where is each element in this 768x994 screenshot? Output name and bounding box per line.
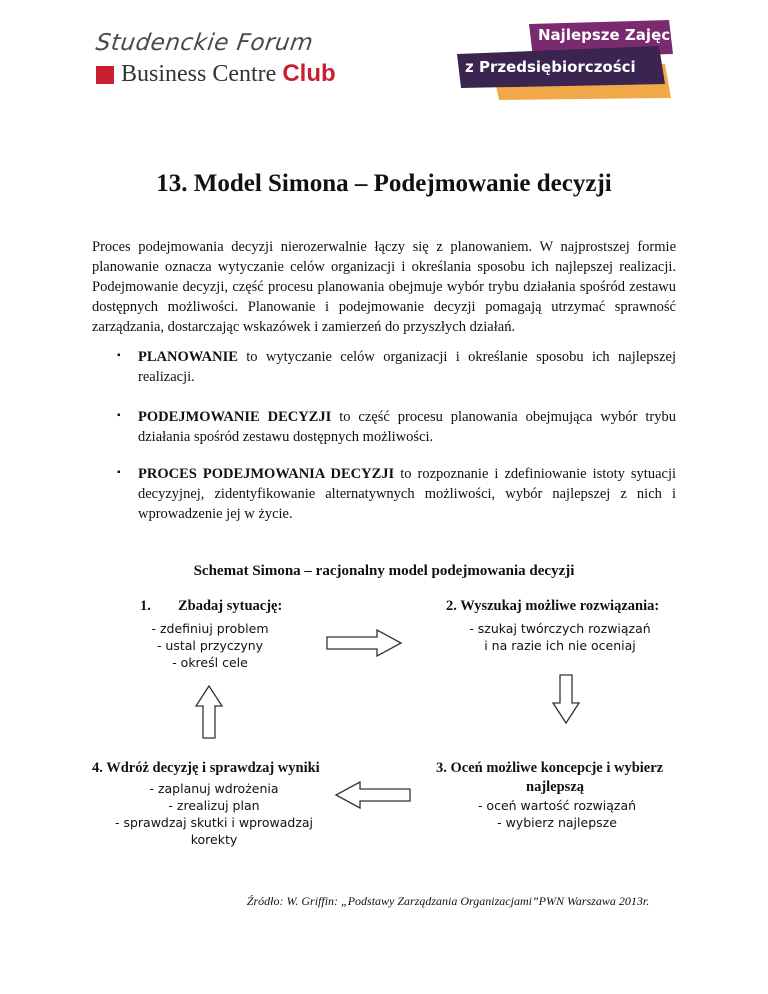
step4-head: 4. Wdróż decyzję i sprawdzaj wyniki — [92, 760, 320, 776]
bullet-3-text: to rozpoznanie i zdefiniowanie istoty sytuacji decyzyjnej, zidentyfikowanie alternatywnych możliwości, wybór najlepszej z nich i wprowadzenie jej w życie. — [138, 466, 677, 522]
step1-item-1: - zdefiniuj problem — [151, 621, 269, 636]
bullet-1-text: to wytyczanie celów organizacji i określanie sposobu ich najlepszej realizacji. — [138, 349, 676, 385]
step1-item-2: - ustal przyczyny — [156, 638, 264, 653]
badge-line1: Najlepsze Zajęcia — [538, 26, 686, 44]
bullet-marker-3: ▪ — [117, 467, 121, 478]
step2-item-2: i na razie ich nie oceniaj — [484, 638, 636, 653]
step3-head-line1: 3. Oceń możliwe koncepcje i wybierz — [436, 760, 664, 776]
step4-item-3: - sprawdzaj skutki i wprowadzaj — [114, 815, 314, 830]
bcc-logo-text — [121, 60, 336, 88]
arrow-down-icon — [551, 673, 581, 725]
step1-number: 1. — [140, 598, 151, 614]
step4-item-4: korekty — [190, 832, 238, 847]
bcc-logo-square — [96, 66, 114, 84]
bullet-2-text: to część procesu planowania obejmująca wybór trybu działania spośród zestawu dostępnych możliwości. — [138, 409, 676, 445]
page-title: 13. Model Simona – Podejmowanie decyzji — [156, 170, 612, 197]
step3-item-2: - wybierz najlepsze — [497, 815, 617, 830]
step3-head-line2: najlepszą — [526, 779, 584, 795]
diagram-title: Schemat Simona – racjonalny model podejmowania decyzji — [193, 563, 575, 579]
step2-item-1: - szukaj twórczych rozwiązań — [469, 621, 651, 636]
bullet-2 — [138, 407, 676, 447]
step4-items — [104, 780, 324, 848]
bullet-1 — [138, 347, 676, 387]
step3-items — [462, 797, 652, 831]
arrow-up-icon — [194, 684, 224, 740]
arrow-right-icon — [325, 628, 405, 658]
bcc-logo-prefix: Business Centre — [121, 61, 283, 87]
bullet-2-term: PODEJMOWANIE DECYZJI — [138, 409, 332, 425]
step2-items — [460, 620, 660, 654]
step1-items — [130, 620, 290, 671]
step2-head: 2. Wyszukaj możliwe rozwiązania: — [446, 598, 660, 614]
arrow-left-icon — [332, 780, 412, 810]
bullet-marker-2: ▪ — [117, 410, 121, 421]
source-citation: Źródło: W. Griffin: „Podstawy Zarządzania Organizacjami”PWN Warszawa 2013r. — [246, 894, 650, 908]
step1-item-3: - określ cele — [172, 655, 248, 670]
step4-item-2: - zrealizuj plan — [168, 798, 260, 813]
bullet-marker-1: ▪ — [117, 350, 121, 361]
step3-item-1: - oceń wartość rozwiązań — [477, 798, 637, 813]
intro-paragraph: Proces podejmowania decyzji nierozerwalnie łączy się z planowaniem. W najprostszej formie planowanie oznacza wytyczanie celów organizacji i określania sposobu ich najlepszej realizacji. Podejmowanie decyzji, część procesu planowania obejmuje wybór trybu działania spośród zestawu dostępnych możliwości. Planowanie i podejmowanie decyzji pomagają utrzymać sprawność zarządzania, dostarczając wskazówek i zamierzeń do przyszłych działań. — [92, 239, 676, 335]
bullet-3-term: PROCES PODEJMOWANIA DECYZJI — [138, 466, 395, 482]
forum-logo-text: Studenckie Forum — [94, 30, 315, 56]
step1-head: Zbadaj sytuację: — [178, 598, 283, 614]
bcc-logo-club: Club — [282, 60, 336, 87]
bullet-1-term: PLANOWANIE — [138, 349, 238, 365]
step4-item-1: - zaplanuj wdrożenia — [149, 781, 279, 796]
bullet-3 — [138, 464, 676, 524]
badge-line2: z Przedsiębiorczości — [465, 58, 636, 76]
